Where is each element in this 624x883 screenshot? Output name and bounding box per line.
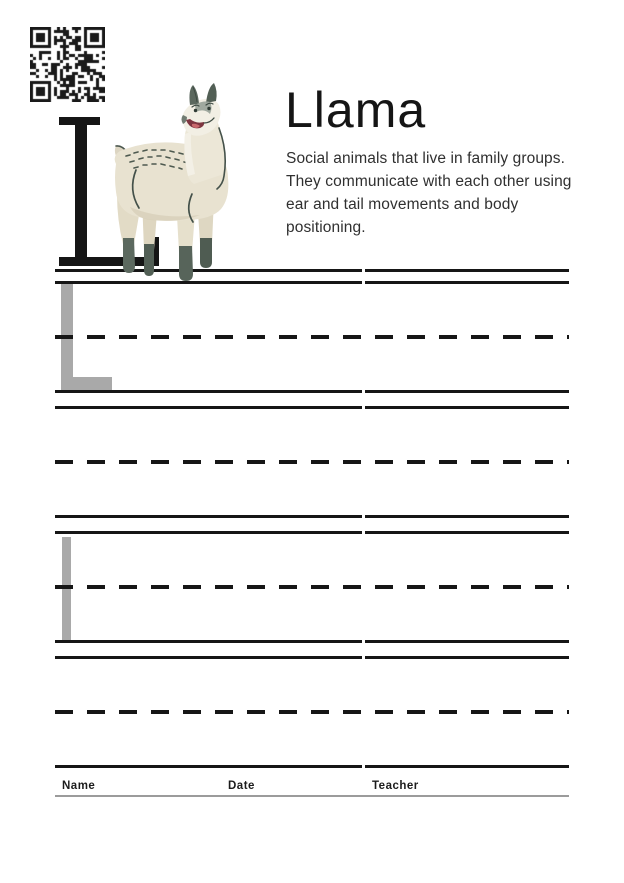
practice-band-4[interactable]	[55, 656, 569, 768]
page-title: Llama	[285, 82, 427, 138]
band-dashed-midline	[55, 335, 569, 339]
band-bottom-line	[55, 390, 569, 393]
guide-letter-lowercase-l	[62, 537, 71, 643]
band-dashed-midline	[55, 585, 569, 589]
band-dashed-midline	[55, 460, 569, 464]
footer-underline	[55, 795, 569, 797]
band-bottom-line	[55, 640, 569, 643]
llama-illustration	[100, 72, 270, 287]
band-top-line	[55, 656, 569, 659]
practice-band-2[interactable]	[55, 406, 569, 518]
teacher-field-label: Teacher	[372, 780, 419, 792]
date-field-label: Date	[228, 780, 255, 792]
name-field-label: Name	[62, 780, 96, 792]
animal-description: Social animals that live in family groups. They communicate with each other using ear and tail movements and body positioning.	[286, 150, 572, 236]
band-top-line	[55, 531, 569, 534]
band-bottom-line	[55, 765, 569, 768]
practice-band-1[interactable]	[55, 281, 569, 393]
letter-stem	[75, 117, 87, 266]
band-top-line	[55, 406, 569, 409]
band-dashed-midline	[55, 710, 569, 714]
band-bottom-line	[55, 515, 569, 518]
practice-band-3[interactable]	[55, 531, 569, 643]
